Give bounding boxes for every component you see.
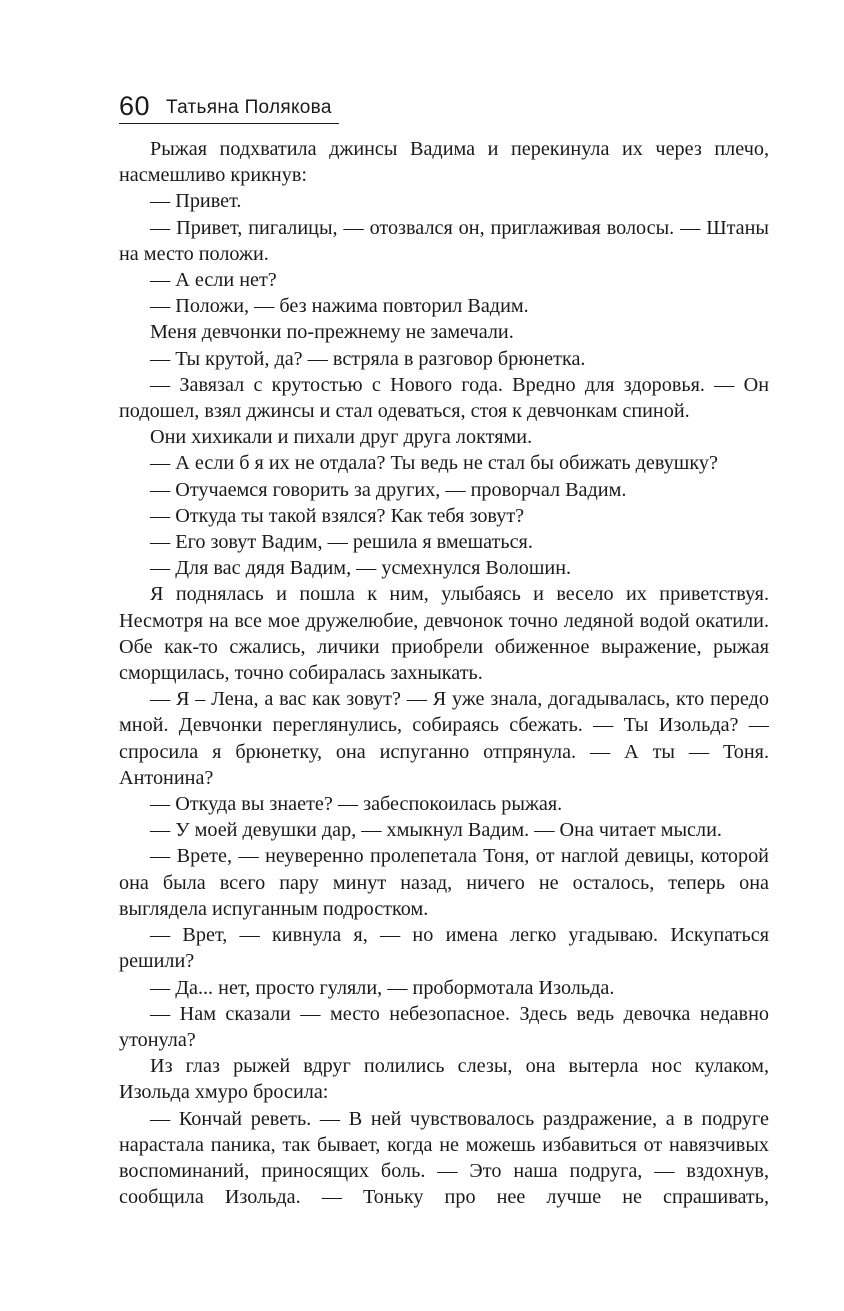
author-name: Татьяна Полякова xyxy=(166,97,332,118)
paragraph: — Ты крутой, да? — встряла в разговор брюнетка. xyxy=(150,347,586,370)
paragraph: — Врете, — неуверенно пролепетала Тоня, от наглой девицы, которой она была всего пару минут назад, ничего не осталось, теперь она выглядела испуганным подростком. xyxy=(119,845,769,920)
paragraph: — Да... нет, просто гуляли, — пробормотала Изольда. xyxy=(150,976,615,999)
paragraph: — Отучаемся говорить за других, — проворчал Вадим. xyxy=(150,478,627,501)
text-body xyxy=(119,136,769,1210)
paragraph: — Врет, — кивнула я, — но имена легко угадываю. Искупаться решили? xyxy=(119,924,769,973)
paragraph: — Привет, пигалицы, — отозвался он, приглаживая волосы. — Штаны на место положи. xyxy=(119,216,769,265)
paragraph: — А если нет? xyxy=(150,269,277,292)
page-number: 60 xyxy=(119,91,151,121)
paragraph: — Завязал с крутостью с Нового года. Вредно для здоровья. — Он подошел, взял джинсы и стал одеваться, стоя к девчонкам спиной. xyxy=(119,373,769,423)
paragraph: — Откуда вы знаете? — забеспокоилась рыжая. xyxy=(150,793,563,816)
paragraph: — Для вас дядя Вадим, — усмехнулся Волошин. xyxy=(150,557,572,580)
paragraph: Меня девчонки по-прежнему не замечали. xyxy=(150,321,514,344)
paragraph: Рыжая подхватила джинсы Вадима и перекинула их через плечо, насмешливо крикнув: xyxy=(119,138,769,187)
paragraph: — Я – Лена, а вас как зовут? — Я уже знала, догадывалась, кто передо мной. Девчонки переглянулись, собираясь сбежать. — Ты Изольда? — спросила я брюнетку, она испуганно отпрянула. — А ты — Тоня. Антонина? xyxy=(119,688,769,789)
paragraph: — Его зовут Вадим, — решила я вмешаться. xyxy=(150,531,533,554)
paragraph: Они хихикали и пихали друг друга локтями. xyxy=(150,426,533,449)
paragraph: Я поднялась и пошла к ним, улыбаясь и весело их приветствуя. Несмотря на все мое дружелюбие, девчонок точно ледяной водой окатили. Обе как-то сжались, личики приобрели обиженное выражение, рыжая сморщилась, точно собиралась захныкать. xyxy=(119,583,769,685)
paragraph: — У моей девушки дар, — хмыкнул Вадим. — Она читает мысли. xyxy=(150,819,722,842)
paragraph: — Кончай реветь. — В ней чувствовалось раздражение, а в подруге нарастала паника, так бывает, когда не можешь избавиться от навязчивых воспоминаний, приносящих боль. — Это наша подруга, — вздохнув, сообщила Изольда. — Тоньку про нее лучше не спрашивать, xyxy=(119,1107,769,1209)
paragraph: — Положи, — без нажима повторил Вадим. xyxy=(150,295,529,318)
paragraph: Из глаз рыжей вдруг полились слезы, она вытерла нос кулаком, Изольда хмуро бросила: xyxy=(119,1055,769,1104)
paragraph: — Привет. xyxy=(150,190,242,213)
paragraph: — Откуда ты такой взялся? Как тебя зовут? xyxy=(150,504,525,527)
running-head xyxy=(119,86,339,124)
paragraph: — Нам сказали — место небезопасное. Здесь ведь девочка недавно утонула? xyxy=(119,1002,769,1051)
paragraph: — А если б я их не отдала? Ты ведь не стал бы обижать девушку? xyxy=(150,452,718,475)
